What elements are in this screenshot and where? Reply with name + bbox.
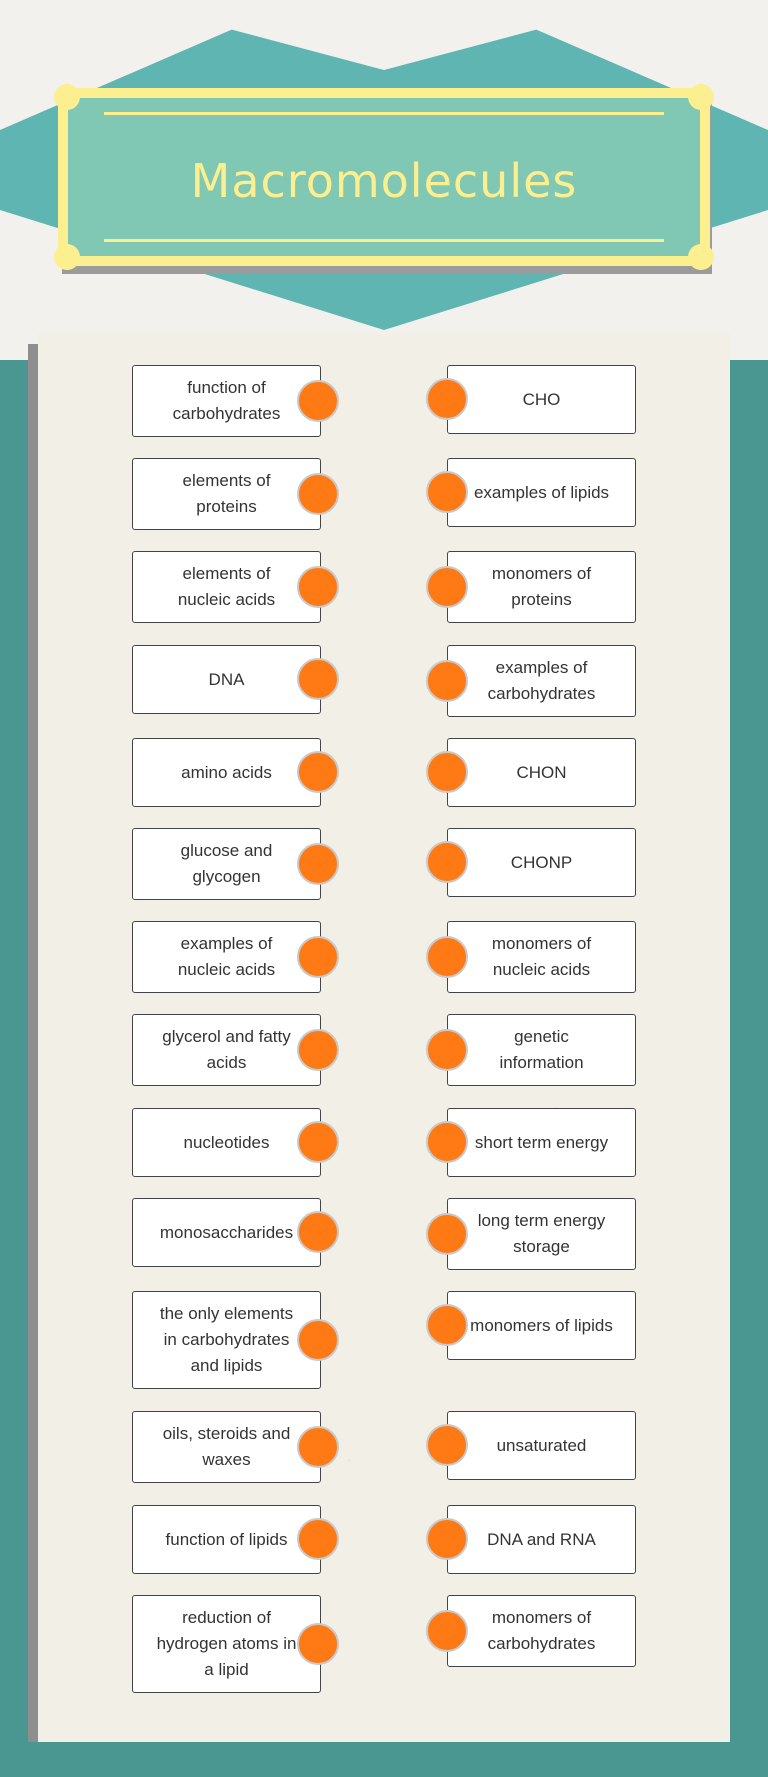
right-card[interactable]: long term energy storage	[447, 1198, 636, 1270]
banner-inner	[68, 98, 700, 256]
matching-panel	[38, 334, 730, 1742]
left-card[interactable]: monosaccharides	[132, 1198, 321, 1267]
right-card[interactable]: unsaturated	[447, 1411, 636, 1480]
banner-corner	[688, 84, 714, 110]
left-card[interactable]: glucose and glycogen	[132, 828, 321, 900]
right-connector-dot[interactable]	[426, 1610, 468, 1652]
right-connector-dot[interactable]	[426, 936, 468, 978]
right-card[interactable]: monomers of lipids	[447, 1291, 636, 1360]
left-card[interactable]: reduction of hydrogen atoms in a lipid	[132, 1595, 321, 1693]
left-card[interactable]: the only elements in carbohydrates and lipids	[132, 1291, 321, 1389]
right-card[interactable]: CHON	[447, 738, 636, 807]
left-connector-dot[interactable]	[297, 658, 339, 700]
right-connector-dot[interactable]	[426, 566, 468, 608]
right-card[interactable]: examples of lipids	[447, 458, 636, 527]
left-connector-dot[interactable]	[297, 1426, 339, 1468]
left-card[interactable]: function of lipids	[132, 1505, 321, 1574]
left-card[interactable]: function of carbohydrates	[132, 365, 321, 437]
right-connector-dot[interactable]	[426, 378, 468, 420]
left-connector-dot[interactable]	[297, 751, 339, 793]
right-card[interactable]: CHONP	[447, 828, 636, 897]
right-card[interactable]: examples of carbohydrates	[447, 645, 636, 717]
right-connector-dot[interactable]	[426, 1121, 468, 1163]
right-card[interactable]: monomers of carbohydrates	[447, 1595, 636, 1667]
left-card[interactable]: glycerol and fatty acids	[132, 1014, 321, 1086]
right-connector-dot[interactable]	[426, 1304, 468, 1346]
left-connector-dot[interactable]	[297, 1319, 339, 1361]
left-connector-dot[interactable]	[297, 380, 339, 422]
right-connector-dot[interactable]	[426, 1518, 468, 1560]
right-card[interactable]: DNA and RNA	[447, 1505, 636, 1574]
right-connector-dot[interactable]	[426, 1424, 468, 1466]
page-title: Macromolecules	[190, 154, 578, 208]
banner-corner	[688, 244, 714, 270]
left-connector-dot[interactable]	[297, 1518, 339, 1560]
right-connector-dot[interactable]	[426, 471, 468, 513]
left-connector-dot[interactable]	[297, 936, 339, 978]
left-connector-dot[interactable]	[297, 1029, 339, 1071]
right-connector-dot[interactable]	[426, 751, 468, 793]
left-card[interactable]: examples of nucleic acids	[132, 921, 321, 993]
banner-corner	[54, 84, 80, 110]
right-connector-dot[interactable]	[426, 1213, 468, 1255]
banner-corner	[54, 244, 80, 270]
left-connector-dot[interactable]	[297, 1211, 339, 1253]
right-connector-dot[interactable]	[426, 1029, 468, 1071]
right-card[interactable]: CHO	[447, 365, 636, 434]
left-connector-dot[interactable]	[297, 473, 339, 515]
right-card[interactable]: genetic information	[447, 1014, 636, 1086]
banner-line-top	[104, 112, 664, 115]
left-card[interactable]: amino acids	[132, 738, 321, 807]
left-card[interactable]: elements of proteins	[132, 458, 321, 530]
banner-line-bottom	[104, 239, 664, 242]
right-card[interactable]: short term energy	[447, 1108, 636, 1177]
left-card[interactable]: elements of nucleic acids	[132, 551, 321, 623]
right-connector-dot[interactable]	[426, 841, 468, 883]
left-connector-dot[interactable]	[297, 843, 339, 885]
right-card[interactable]: monomers of proteins	[447, 551, 636, 623]
left-connector-dot[interactable]	[297, 1121, 339, 1163]
left-connector-dot[interactable]	[297, 566, 339, 608]
left-card[interactable]: nucleotides	[132, 1108, 321, 1177]
title-banner	[58, 88, 710, 266]
right-card[interactable]: monomers of nucleic acids	[447, 921, 636, 993]
right-connector-dot[interactable]	[426, 660, 468, 702]
left-card[interactable]: oils, steroids and waxes	[132, 1411, 321, 1483]
left-connector-dot[interactable]	[297, 1623, 339, 1665]
left-card[interactable]: DNA	[132, 645, 321, 714]
